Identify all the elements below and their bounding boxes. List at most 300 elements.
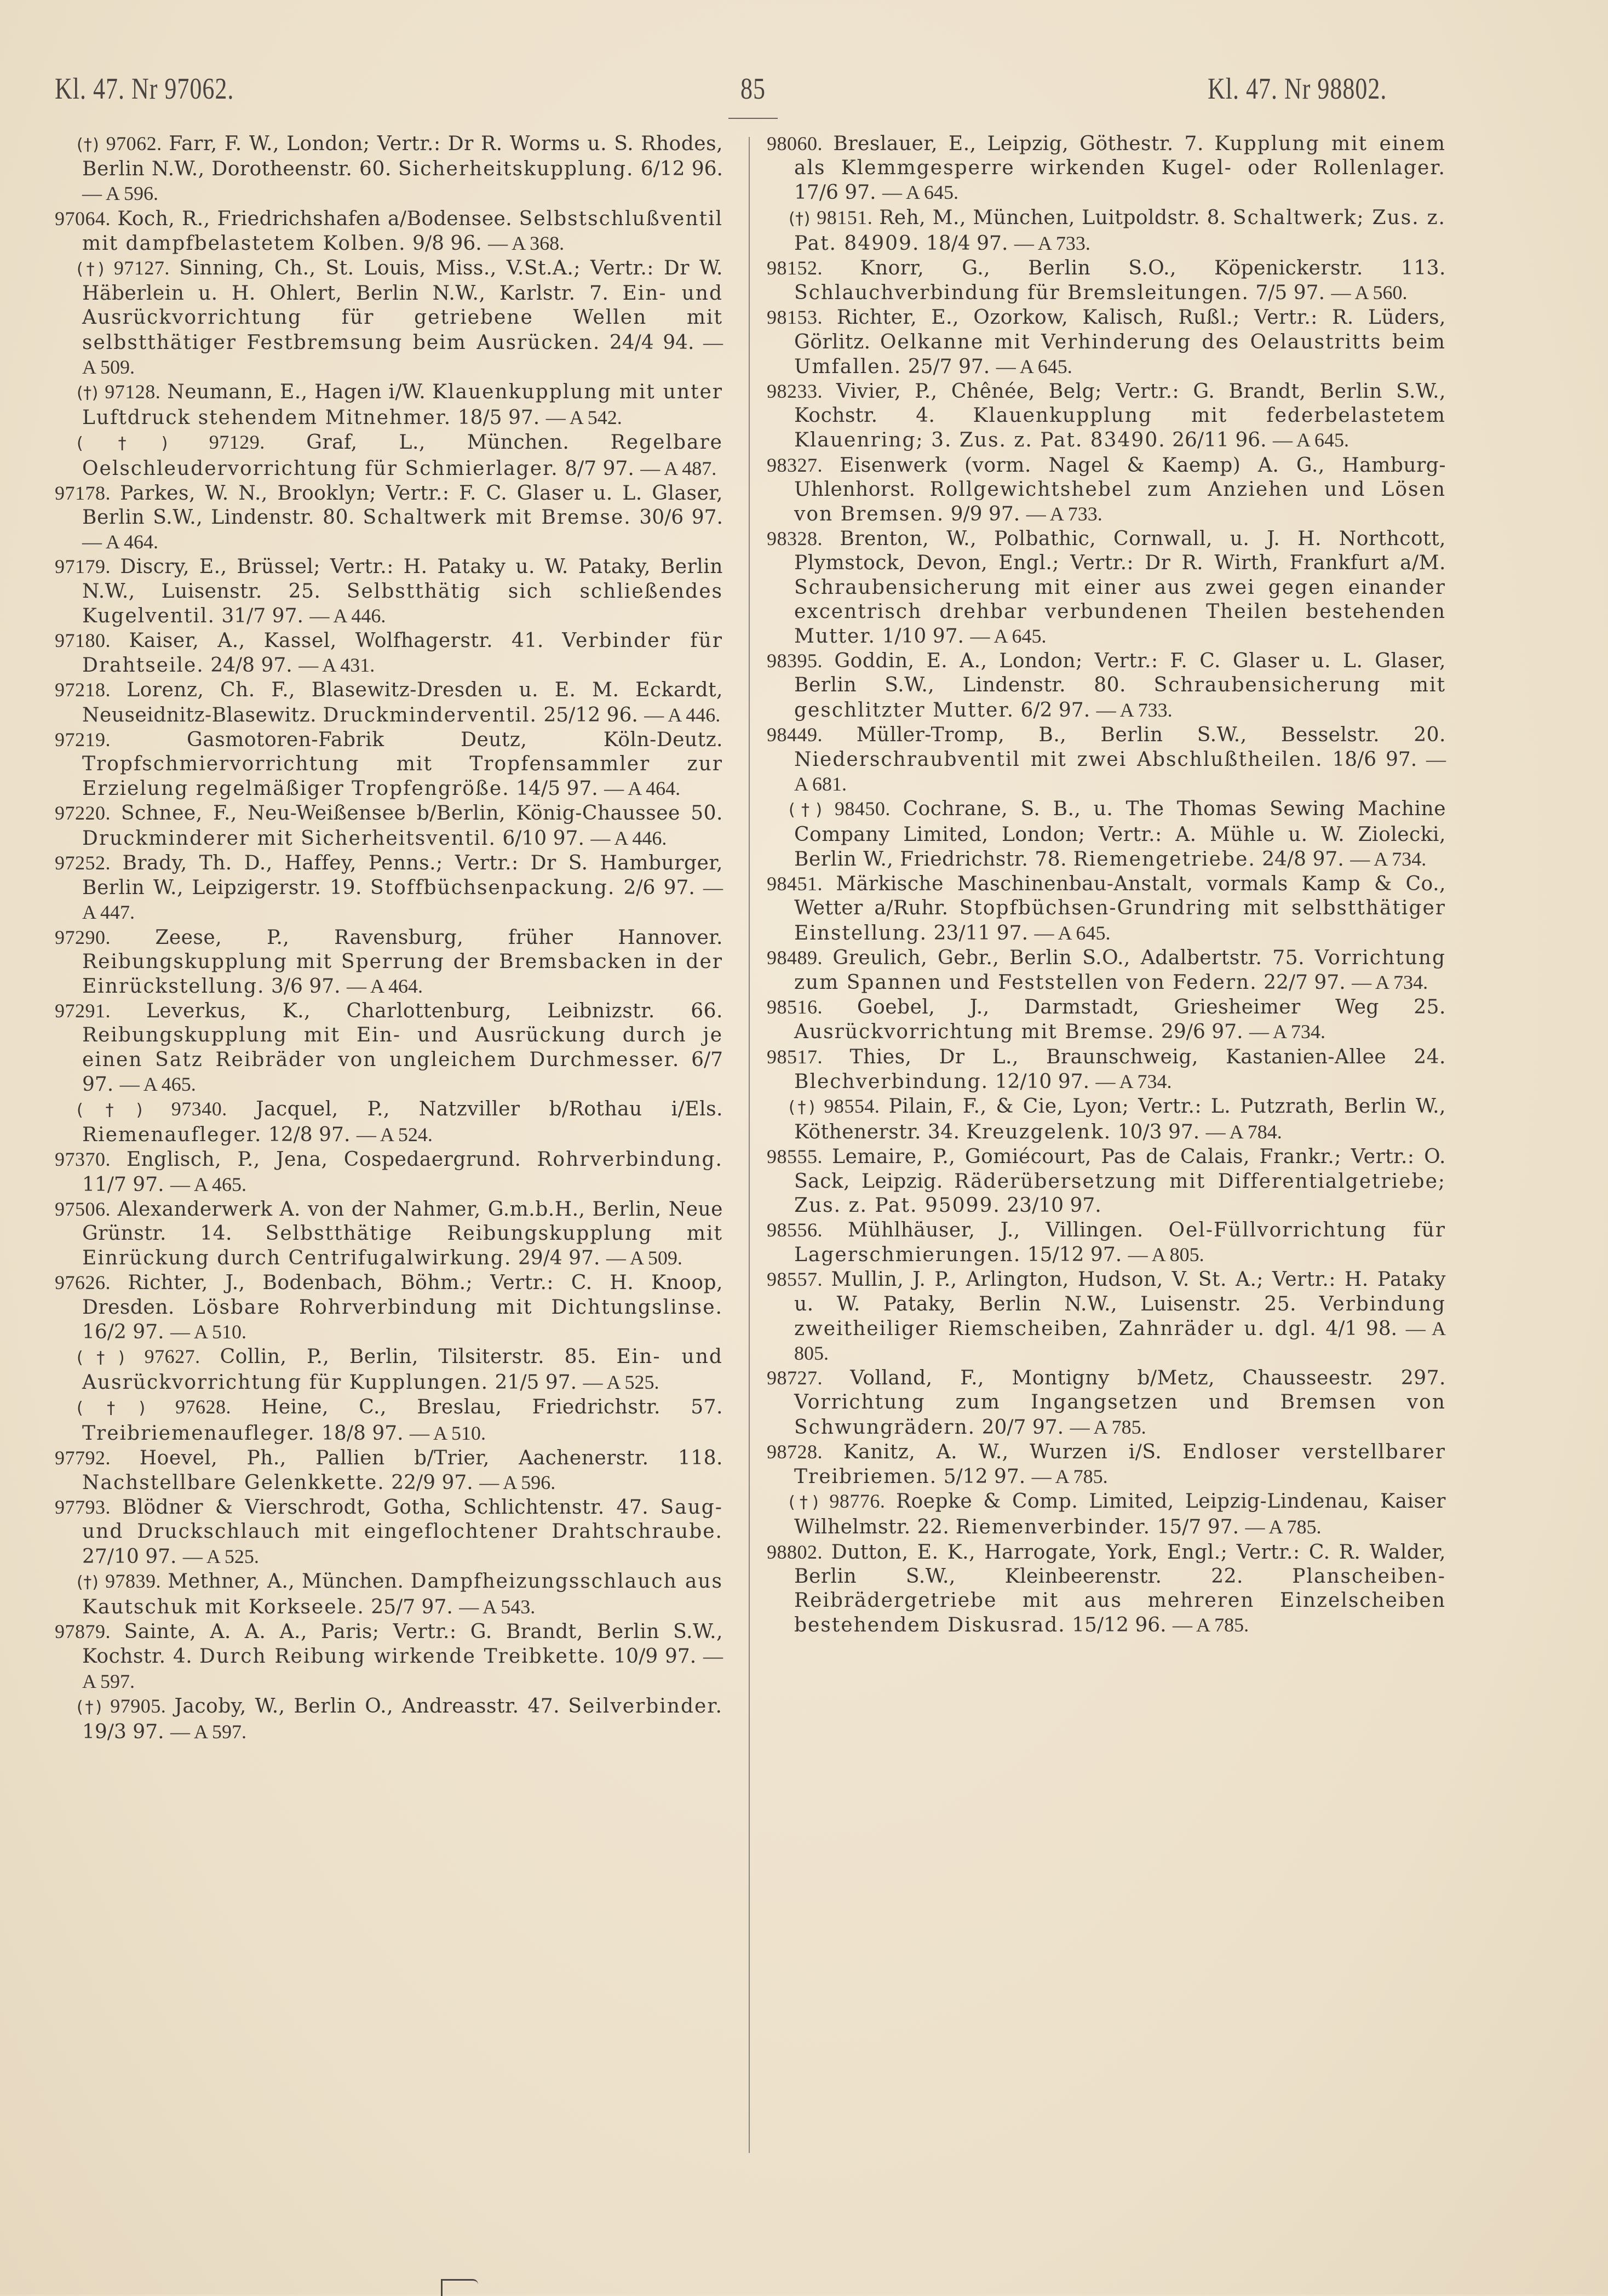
patent-number: 97062. <box>106 133 162 154</box>
filing-date: 12/8 97. <box>268 1124 351 1147</box>
patent-entry <box>55 1446 723 1495</box>
patent-entry <box>55 554 723 628</box>
patent-number: 98489. <box>767 946 823 969</box>
patent-entry <box>55 207 723 256</box>
gazette-reference: — A 734. <box>1352 971 1428 993</box>
patent-number: 98449. <box>767 723 823 746</box>
patent-holder: Brenton, W., Polbathic, Cornwall, u. J. H. Northcott, Plymstock, Devon, Engl.; Vertr.: Dr R. Wirth, Frankfurt a/M. <box>794 528 1446 575</box>
filing-date: 25/7 97. <box>371 1595 453 1618</box>
patent-entry <box>55 925 723 999</box>
filing-date: 9/8 96. <box>412 232 482 255</box>
filing-date: 3/6 97. <box>271 975 341 998</box>
patent-entry <box>767 995 1446 1044</box>
patent-entry <box>55 1270 723 1344</box>
dagger-icon: (†) <box>77 1100 143 1120</box>
filing-date: 24/4 94. <box>609 331 694 354</box>
patent-title: Nachstellbare Gelenkkette. <box>82 1471 385 1494</box>
patent-entry <box>55 801 723 850</box>
patent-holder: Dutton, E. K., Harrogate, York, Engl.; Vertr.: C. R. Walder, Berlin S.W., Kleinbeerenstr. 22. <box>794 1541 1446 1588</box>
gazette-reference: — A 368. <box>488 232 565 254</box>
gazette-reference: — A 734. <box>1249 1021 1326 1043</box>
patent-title: Selbstschlußventil mit dampfbelastetem Kolben. <box>82 207 723 255</box>
gazette-reference: — A 733. <box>1096 698 1173 721</box>
filing-date: 1/10 97. <box>882 625 964 648</box>
patent-entry <box>767 256 1446 305</box>
dagger-icon: (†) <box>789 209 811 228</box>
gazette-reference: — A 446. <box>590 827 667 849</box>
patent-number: 97370. <box>55 1148 111 1171</box>
gazette-reference: — A 597. <box>170 1721 247 1743</box>
patent-title: Schlauchverbindung für Bremsleitungen. <box>794 282 1249 305</box>
filing-date: 30/6 97. <box>639 506 723 529</box>
patent-entry <box>767 1094 1446 1144</box>
patent-title: Oel-Füllvorrichtung für Lagerschmierungen. <box>794 1218 1446 1267</box>
filing-date: 22/9 97. <box>391 1471 473 1494</box>
patent-number: 98776. <box>829 1490 886 1513</box>
gazette-reference: — A 465. <box>170 1173 247 1195</box>
patent-holder: Jacquel, P., Natzviller b/Rothau i/Els. <box>256 1097 723 1120</box>
patent-holder: Heine, C., Breslau, Friedrichstr. 57. <box>261 1396 723 1419</box>
filing-date: 10/3 97. <box>1117 1121 1200 1144</box>
patent-entry <box>767 526 1446 649</box>
patent-title: Ausrückvorrichtung mit Bremse. <box>794 1021 1155 1044</box>
patent-number: 98328. <box>767 528 823 550</box>
patent-title: Saug- und Druckschlauch mit eingeflochtener Drahtschraube. <box>82 1496 723 1543</box>
patent-holder: Reh, M., München, Luitpoldstr. 8. <box>879 206 1226 229</box>
dagger-icon: (†) <box>77 135 99 154</box>
patent-number: 97179. <box>55 556 111 578</box>
gazette-reference: — A 487. <box>640 457 717 479</box>
filing-date: 29/6 97. <box>1161 1021 1243 1044</box>
patent-holder: Methner, A., München. <box>168 1570 404 1593</box>
patent-number: 97627. <box>144 1345 200 1367</box>
patent-holder: Mühlhäuser, J., Villingen. <box>847 1218 1144 1241</box>
gazette-reference: — A 525. <box>182 1545 259 1567</box>
patent-entry <box>55 1197 723 1271</box>
gazette-reference: — A 734. <box>1095 1070 1172 1092</box>
patent-title: Sicherheitskupplung. <box>398 158 634 181</box>
patent-holder: Cochrane, S. B., u. The Thomas Sewing Machine Company Limited, London; Vertr.: A. Mühle u. W. Ziolecki, Berlin W., Friedrichstr. 78. <box>794 798 1446 871</box>
patent-entry <box>55 1097 723 1147</box>
patent-title: Reibungskupplung mit Sperrung der Bremsbacken in der Einrückstellung. <box>82 950 723 998</box>
gazette-reference: — A 645. <box>882 181 959 204</box>
filing-date: 26/11 96. <box>1172 429 1267 452</box>
patent-number: 98555. <box>767 1146 823 1168</box>
right-column <box>767 131 1446 1637</box>
patent-holder: Goebel, J., Darmstadt, Griesheimer Weg 25. <box>857 996 1446 1019</box>
patent-title: Lösbare Rohrverbindung mit Dichtungslinse. <box>192 1296 723 1319</box>
patent-title: Dampfheizungsschlauch aus Kautschuk mit Korkseele. <box>82 1570 723 1618</box>
patent-title: Kreuzgelenk. <box>966 1121 1112 1144</box>
patent-holder: Richter, E., Ozorkow, Kalisch, Rußl.; Vertr.: R. Lüders, Görlitz. <box>794 306 1446 353</box>
patent-number: 97218. <box>55 679 111 701</box>
filing-date: 15/12 97. <box>1027 1244 1122 1267</box>
filing-date: 29/4 97. <box>518 1247 600 1270</box>
gazette-reference: — A 464. <box>604 777 681 800</box>
gazette-reference: — A 734. <box>1350 848 1427 870</box>
patent-entry <box>767 1540 1446 1638</box>
patent-title: Schaltwerk mit Bremse. <box>363 506 631 529</box>
patent-holder: Lemaire, P., Gomiécourt, Pas de Calais, Frankr.; Vertr.: O. Sack, Leipzig. <box>794 1146 1446 1193</box>
patent-holder: Collin, P., Berlin, Tilsiterstr. 85. <box>220 1345 597 1368</box>
gazette-reference: — A 805. <box>1128 1244 1204 1266</box>
patent-entry <box>767 1218 1446 1267</box>
patent-number: 97628. <box>175 1396 231 1418</box>
filing-date: 25/7 97. <box>908 355 990 378</box>
filing-date: 18/8 97. <box>321 1422 404 1445</box>
gazette-reference: — A 542. <box>545 406 622 429</box>
gazette-reference: — A 464. <box>82 531 159 553</box>
patent-entry <box>55 1619 723 1694</box>
gazette-reference: — A 733. <box>1014 232 1090 254</box>
patent-title: Endloser verstellbarer Treibriemen. <box>794 1440 1446 1488</box>
filing-date: 18/4 97. <box>926 232 1008 255</box>
filing-date: 6/10 97. <box>502 827 584 850</box>
patent-holder: Koch, R., Friedrichshafen a/Bodensee. <box>117 207 513 230</box>
patent-title: Räderübersetzung mit Differentialgetriebe; Zus. z. Pat. 95099. <box>794 1170 1446 1217</box>
patent-holder: Discry, E., Brüssel; Vertr.: H. Pataky u. W. Pataky, Berlin N.W., Luisenstr. 25. <box>82 556 723 603</box>
gazette-reference: — A 785. <box>1245 1516 1322 1538</box>
patent-holder: Lorenz, Ch. F., Blasewitz-Dresden u. E. M. Eckardt, Neuseidnitz-Blasewitz. <box>82 679 723 726</box>
patent-holder: Sainte, A. A. A., Paris; Vertr.: G. Brandt, Berlin S.W., Kochstr. 4. <box>82 1621 723 1668</box>
gazette-reference: — A 645. <box>1273 429 1349 451</box>
filing-date: 16/2 97. <box>82 1320 164 1343</box>
patent-title: Seilverbinder. <box>568 1694 723 1717</box>
patent-holder: Sinning, Ch., St. Louis, Miss., V.St.A.; Vertr.: Dr W. Häberlein u. H. Ohlert, Berlin N.W., Karlstr. 7. <box>82 257 723 305</box>
patent-entry <box>767 379 1446 453</box>
printer-mark <box>441 2279 478 2296</box>
patent-title: Schraubensicherung mit geschlitzter Mutter. <box>794 674 1446 722</box>
patent-holder: Hoevel, Ph., Pallien b/Trier, Aachenerstr. 118. <box>139 1446 723 1469</box>
patent-holder: Gasmotoren-Fabrik Deutz, Köln-Deutz. <box>187 728 723 751</box>
patent-holder: Knorr, G., Berlin S.O., Köpenickerstr. 113. <box>860 257 1446 280</box>
patent-number: 97793. <box>55 1496 111 1519</box>
patent-entry <box>767 946 1446 995</box>
patent-holder: Breslauer, E., Leipzig, Göthestr. 7. <box>833 133 1204 155</box>
gazette-reference: — A 509. <box>606 1247 682 1269</box>
filing-date: 10/9 97. <box>613 1645 697 1668</box>
patent-entry <box>55 678 723 727</box>
filing-date: 31/7 97. <box>221 604 303 627</box>
patent-number: 97220. <box>55 802 111 825</box>
gazette-reference: — A 681. <box>794 748 1446 795</box>
patent-title: Vorrichtung zum Spannen und Feststellen von Federn. <box>794 946 1446 994</box>
gazette-reference: — A 446. <box>644 703 721 726</box>
patent-title: Durch Reibung wirkende Treibkette. <box>199 1645 607 1668</box>
patent-holder: Richter, J., Bodenbach, Böhm.; Vertr.: C. H. Knoop, Dresden. <box>82 1272 723 1319</box>
patent-title: Stoffbüchsenpackung. <box>370 877 616 900</box>
patent-entry <box>55 1395 723 1445</box>
patent-holder: Eisenwerk (vorm. Nagel & Kaemp) A. G., Hamburg-Uhlenhorst. <box>794 454 1446 501</box>
patent-holder: Blödner & Vierschrodt, Gotha, Schlichtenstr. 47. <box>122 1496 649 1519</box>
patent-number: 98728. <box>767 1440 823 1463</box>
patent-number: 98727. <box>767 1367 823 1389</box>
patent-entry <box>55 1147 723 1196</box>
filing-date: 22/7 97. <box>1264 971 1346 994</box>
patent-entry <box>767 649 1446 723</box>
dagger-icon: (†) <box>77 260 105 279</box>
patent-holder: Schnee, F., Neu-Weißensee b/Berlin, König-Chaussee 50. <box>120 802 723 825</box>
filing-date: 24/8 97. <box>210 654 292 677</box>
filing-date: 18/6 97. <box>1332 748 1417 771</box>
patent-entry <box>55 1694 723 1744</box>
patent-entry <box>55 481 723 555</box>
dagger-icon: (†) <box>77 1572 99 1592</box>
patent-title: Rollgewichtshebel zum Anziehen und Lösen von Bremsen. <box>794 478 1446 526</box>
patent-number: 98327. <box>767 454 823 476</box>
gazette-reference: — A 510. <box>410 1422 486 1444</box>
patent-title: Kupplung mit einem als Klemmgesperre wirkenden Kugel- oder Rollenlager. <box>794 133 1446 180</box>
patent-entry <box>767 305 1446 379</box>
patent-title: Verbindung zweitheiliger Riemscheiben, Zahnräder u. dgl. <box>794 1292 1446 1340</box>
patent-entry <box>55 1569 723 1619</box>
gazette-reference: — A 733. <box>1026 503 1102 525</box>
patent-number: 98517. <box>767 1045 823 1068</box>
patent-entry <box>767 205 1446 256</box>
patent-entry <box>55 851 723 925</box>
patent-number: 97506. <box>55 1198 111 1220</box>
dagger-icon: (†) <box>77 383 99 403</box>
gazette-reference: — A 645. <box>970 625 1047 648</box>
patent-title: Reibungskupplung mit Ein- und Ausrückung durch je einen Satz Reibräder von ungleichem Durchmesser. <box>82 1024 723 1071</box>
patent-title: Ein- und Ausrückvorrichtung für Kupplungen. <box>82 1345 723 1394</box>
patent-number: 98516. <box>767 996 823 1018</box>
patent-number: 97178. <box>55 482 111 504</box>
patent-title: Riemenverbinder. <box>955 1516 1151 1539</box>
patent-title: Blechverbindung. <box>794 1070 989 1093</box>
patent-number: 97252. <box>55 851 111 874</box>
gazette-reference: — A 645. <box>996 355 1072 377</box>
gazette-reference: — A 596. <box>82 182 159 205</box>
filing-date: 27/10 97. <box>82 1545 177 1568</box>
column-divider <box>749 137 750 2153</box>
patent-title: Planscheiben-Reibrädergetriebe mit aus mehreren Einzelscheiben bestehendem Diskusrad. <box>794 1565 1446 1637</box>
patent-holder: Farr, F. W., London; Vertr.: Dr R. Worms u. S. Rhodes, Berlin N.W., Dorotheenstr. 60. <box>82 133 723 181</box>
patent-number: 98450. <box>834 798 891 820</box>
patent-number: 98554. <box>824 1095 880 1117</box>
patent-entry <box>767 872 1446 946</box>
patent-entry <box>767 453 1446 527</box>
dagger-icon: (†) <box>77 1697 102 1717</box>
patent-number: 98451. <box>767 873 823 895</box>
patent-title: Schaltwerk; Zus. z. Pat. 84909. <box>794 206 1446 255</box>
patent-title: Druckminderer mit Sicherheitsventil. <box>82 827 496 850</box>
patent-holder: Jacoby, W., Berlin O., Andreasstr. 47. <box>174 1694 560 1717</box>
running-head-left: Kl. 47. Nr 97062. <box>55 72 234 106</box>
patent-title: Selbstthätig sich schließendes Kugelventil. <box>82 580 723 627</box>
patent-holder: Goddin, E. A., London; Vertr.: F. C. Glaser u. L. Glaser, Berlin S.W., Lindenstr. 80. <box>794 650 1446 697</box>
patent-number: 98151. <box>817 206 873 228</box>
left-column <box>55 131 723 1744</box>
gazette-reference: — A 597. <box>82 1645 723 1692</box>
patent-title: Ein- und Ausrückvorrichtung für getriebene Wellen mit selbstthätiger Festbremsung beim Ausrücken. <box>82 282 723 354</box>
patent-title: Treibriemenaufleger. <box>82 1422 315 1445</box>
patent-entry <box>767 1144 1446 1218</box>
gazette-reference: — A 465. <box>119 1073 196 1095</box>
patent-title: Stopfbüchsen-Grundring mit selbstthätiger Einstellung. <box>794 897 1446 944</box>
patent-holder: Müller-Tromp, B., Berlin S.W., Besselstr. 20. <box>856 723 1446 746</box>
patent-holder: Zeese, P., Ravensburg, früher Hannover. <box>155 926 723 949</box>
dagger-icon: (†) <box>789 1097 816 1117</box>
filing-date: 23/11 97. <box>933 921 1029 944</box>
patent-entry <box>55 999 723 1097</box>
patent-holder: Vivier, P., Chênée, Belg; Vertr.: G. Brandt, Berlin S.W., Kochstr. 4. <box>794 380 1446 427</box>
patent-entry <box>55 380 723 430</box>
filing-date: 20/7 97. <box>981 1416 1064 1439</box>
patent-number: 97064. <box>55 207 111 230</box>
patent-entry <box>55 1495 723 1569</box>
filing-date: 11/7 97. <box>82 1173 164 1196</box>
patent-number: 98152. <box>767 257 823 279</box>
filing-date: 25/12 96. <box>543 703 638 726</box>
patent-entry <box>767 1489 1446 1539</box>
gazette-reference: — A 645. <box>1034 921 1111 944</box>
patent-entry <box>767 1366 1446 1440</box>
filing-date: 17/6 97. <box>794 181 876 204</box>
gazette-reference: — A 525. <box>583 1371 659 1394</box>
patent-entry <box>55 628 723 678</box>
patent-entry <box>767 723 1446 797</box>
patent-holder: Graf, L., München. <box>306 431 570 454</box>
patent-holder: Alexanderwerk A. von der Nahmer, G.m.b.H., Berlin, Neue Grünstr. 14. <box>82 1198 723 1245</box>
patent-number: 97879. <box>55 1621 111 1643</box>
patent-title: Riemenaufleger. <box>82 1124 262 1147</box>
gazette-reference: — A 785. <box>1173 1614 1249 1636</box>
page-number-rule <box>728 118 778 119</box>
patent-holder: Märkische Maschinenbau-Anstalt, vormals Kamp & Co., Wetter a/Ruhr. <box>794 873 1446 920</box>
patent-number: 98153. <box>767 306 823 329</box>
patent-entry <box>55 728 723 801</box>
patent-entry <box>55 430 723 480</box>
patent-entry <box>767 1045 1446 1094</box>
patent-number: 97290. <box>55 926 111 948</box>
gazette-reference: — A 464. <box>347 975 423 997</box>
gazette-reference: — A 431. <box>298 654 375 677</box>
gazette-reference: — A 543. <box>459 1595 536 1618</box>
patent-title: Vorrichtung zum Ingangsetzen und Bremsen von Schwungrädern. <box>794 1391 1446 1439</box>
patent-number: 97905. <box>110 1694 166 1717</box>
patent-title: Verbinder für Drahtseile. <box>82 629 723 677</box>
filing-date: 5/12 97. <box>943 1465 1026 1488</box>
patent-title: Niederschraubventil mit zwei Abschlußtheilen. <box>794 748 1323 771</box>
patent-title: Tropfschmiervorrichtung mit Tropfensammler zur Erzielung regelmäßiger Tropfengröße. <box>82 753 723 800</box>
filing-date: 6/2 97. <box>1020 698 1090 722</box>
gazette-reference: — A 596. <box>479 1471 556 1493</box>
filing-date: 15/7 97. <box>1157 1516 1239 1539</box>
patent-number: 98233. <box>767 380 823 403</box>
patent-title: Klauenkupplung mit federbelastetem Klauenring; 3. Zus. z. Pat. 83490. <box>794 404 1446 452</box>
filing-date: 19/3 97. <box>82 1721 164 1743</box>
filing-date: 14/5 97. <box>516 777 598 800</box>
patent-number: 98802. <box>767 1541 823 1563</box>
patent-holder: Kanitz, A. W., Wurzen i/S. <box>843 1440 1162 1463</box>
gazette-reference: — A 446. <box>309 604 386 627</box>
gazette-reference: — A 510. <box>170 1320 247 1343</box>
dagger-icon: (†) <box>77 1399 146 1418</box>
filing-date: 7/5 97. <box>1255 282 1325 305</box>
patent-title: Riemengetriebe. <box>1073 848 1256 871</box>
gazette-reference: — A 560. <box>1331 282 1408 304</box>
dagger-icon: (†) <box>77 1348 125 1367</box>
patent-entry <box>767 1440 1446 1489</box>
patent-title: Selbstthätige Reibungskupplung mit Einrückung durch Centrifugalwirkung. <box>82 1222 723 1270</box>
patent-holder: Greulich, Gebr., Berlin S.O., Adalbertstr. 75. <box>832 946 1305 969</box>
patent-title: Rohrverbindung. <box>537 1148 723 1171</box>
patent-number: 97792. <box>55 1446 111 1469</box>
patent-entry <box>55 256 723 380</box>
patent-holder: Pilain, F., & Cie, Lyon; Vertr.: L. Putzrath, Berlin W., Köthenerstr. 34. <box>794 1095 1446 1144</box>
patent-number: 97340. <box>171 1097 227 1120</box>
dagger-icon: (†) <box>77 434 168 454</box>
patent-entry <box>767 1267 1446 1366</box>
gazette-reference: — A 784. <box>1205 1121 1282 1143</box>
patent-number: 98395. <box>767 650 823 672</box>
filing-date: 18/5 97. <box>457 406 540 430</box>
filing-date: 9/9 97. <box>950 503 1020 526</box>
page-header <box>0 71 1608 110</box>
gazette-reference: — A 805. <box>794 1317 1446 1364</box>
filing-date: 8/7 97. <box>565 457 634 480</box>
patent-holder: Englisch, P., Jena, Cospedaergrund. <box>126 1148 521 1171</box>
filing-date: 4/1 98. <box>1325 1317 1398 1340</box>
patent-entry <box>767 131 1446 205</box>
patent-number: 97219. <box>55 728 111 751</box>
patent-title: Druckminderventil. <box>323 703 537 726</box>
gazette-reference: — A 447. <box>82 877 723 924</box>
patent-holder: Volland, F., Montigny b/Metz, Chausseestr. 297. <box>850 1367 1446 1390</box>
patent-number: 97180. <box>55 629 111 652</box>
patent-entry <box>767 797 1446 872</box>
patent-title: Regelbare Oelschleudervorrichtung für Schmierlager. <box>82 431 723 480</box>
patent-holder: Leverkus, K., Charlottenburg, Leibnizstr. 66. <box>146 1000 723 1023</box>
patent-number: 98556. <box>767 1218 823 1241</box>
filing-date: 23/10 97. <box>1007 1194 1101 1217</box>
patent-holder: Neumann, E., Hagen i/W. <box>167 381 426 404</box>
patent-title: Schraubensicherung mit einer aus zwei gegen einander excentrisch drehbar verbundenen Theilen bestehenden Mutter. <box>794 576 1446 648</box>
patent-number: 97839. <box>105 1570 162 1592</box>
dagger-icon: (†) <box>789 1493 819 1513</box>
patent-holder: Thies, Dr L., Braunschweig, Kastanien-Allee 24. <box>849 1045 1446 1068</box>
filing-date: 12/10 97. <box>995 1070 1090 1093</box>
patent-entry <box>55 131 723 207</box>
filing-date: 24/8 97. <box>1262 848 1344 871</box>
filing-date: 15/12 96. <box>1072 1614 1167 1637</box>
patent-holder: Mullin, J. P., Arlington, Hudson, V. St. A.; Vertr.: H. Pataky u. W. Pataky, Berlin N.W., Luisenstr. 25. <box>794 1268 1446 1315</box>
patent-number: 97291. <box>55 1000 111 1022</box>
dagger-icon: (†) <box>789 800 823 820</box>
patent-holder: Brady, Th. D., Haffey, Penns.; Vertr.: Dr S. Hamburger, Berlin W., Leipzigerstr. 19. <box>82 851 723 900</box>
page-number: 85 <box>740 72 766 106</box>
patent-holder: Parkes, W. N., Brooklyn; Vertr.: F. C. Glaser u. L. Glaser, Berlin S.W., Lindenstr. 80. <box>82 482 723 529</box>
filing-date: 6/7 97. <box>82 1048 723 1096</box>
filing-date: 6/12 96. <box>640 158 723 181</box>
patent-title: Oelkanne mit Verhinderung des Oelaustritts beim Umfallen. <box>794 330 1446 378</box>
gazette-reference: — A 785. <box>1070 1416 1146 1438</box>
patent-number: 97128. <box>105 381 161 403</box>
gazette-reference: — A 524. <box>356 1124 433 1146</box>
gazette-reference: — A 785. <box>1031 1465 1108 1487</box>
patent-title: Klauenkupplung mit unter Luftdruck stehendem Mitnehmer. <box>82 381 723 430</box>
patent-holder: Kaiser, A., Kassel, Wolfhagerstr. 41. <box>129 629 544 652</box>
patent-number: 98060. <box>767 133 823 154</box>
patent-number: 97129. <box>209 431 265 454</box>
filing-date: 21/5 97. <box>495 1371 577 1394</box>
patent-number: 97127. <box>113 257 170 279</box>
patent-number: 98557. <box>767 1268 823 1291</box>
patent-number: 97626. <box>55 1272 111 1294</box>
gazette-reference: — A 509. <box>82 331 723 378</box>
running-head-right: Kl. 47. Nr 98802. <box>1208 72 1387 106</box>
